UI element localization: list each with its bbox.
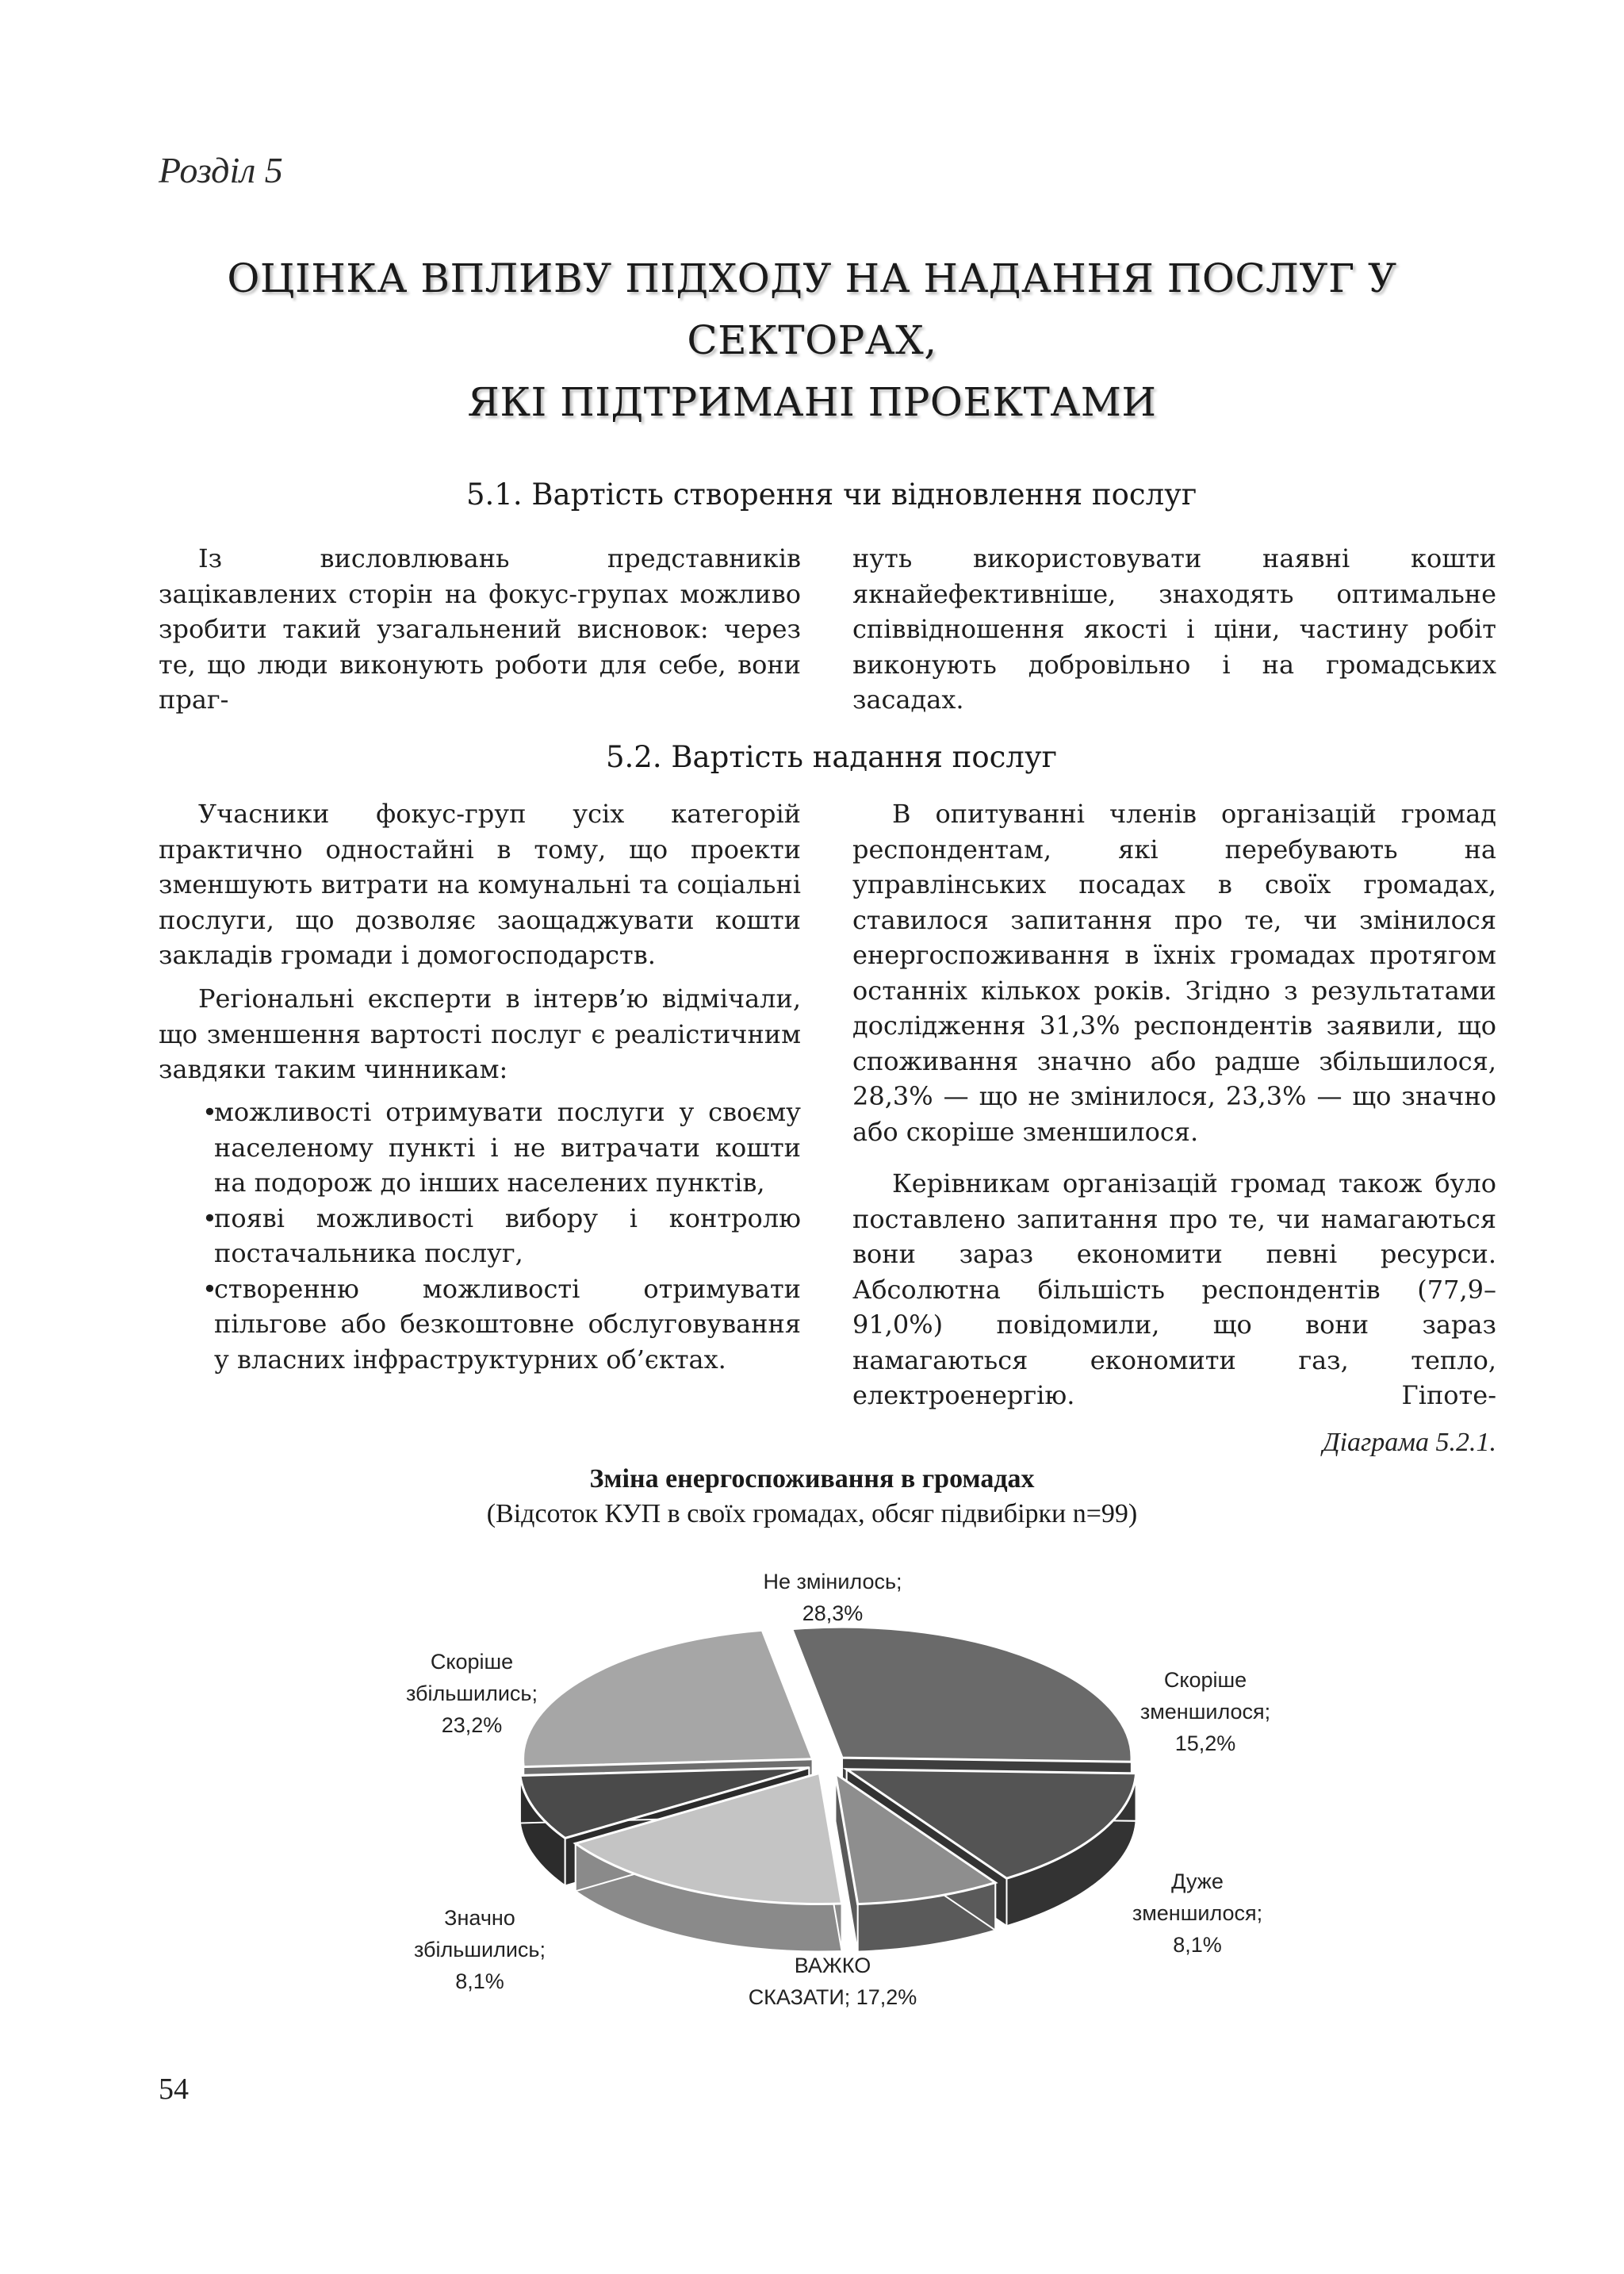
diagram-label: Діаграма 5.2.1.: [1322, 1428, 1496, 1457]
section-5-1-left-paragraph: Із висловлювань представників зацікавлених сторін на фокус-групах можливо зробити такий узагальнений висновок: через те, що люди виконують роботи для себе, вони праг-: [159, 543, 801, 715]
section-heading-5-1: 5.1. Вартість створення чи відновлення послуг: [466, 477, 1197, 512]
slice-label-not-changed: Не змінилось; 28,3%: [763, 1570, 902, 1625]
list-item: • появі можливості вибору і контролю постачальника послуг,: [159, 1201, 801, 1271]
chart-subtitle: (Відсоток КУП в своїх громадах, обсяг підвибірки n=99): [486, 1499, 1138, 1528]
chart-title: Зміна енергоспоживання в громадах: [589, 1464, 1035, 1494]
slice-label-rather-decreased: Скоріше зменшилося; 15,2%: [1139, 1668, 1271, 1755]
bullet-icon: •: [202, 1097, 217, 1127]
section-5-2-right-paragraph-2: Керівникам організацій громад також було поставлено запитання про те, чи намагаються вони зараз економити певні ресурси. Абсолютна більшість респондентів (77,9–91,0%) повідомили, що вони зараз намагаються економити газ, тепло, електроенергію. Гіпоте-: [852, 1168, 1496, 1410]
slice-label-rather-increased: Скоріше збільшились; 23,2%: [405, 1650, 538, 1737]
page-title-line-2: ЯКІ ПІДТРИМАНІ ПРОЕКТАМИ: [467, 379, 1157, 425]
section-5-2-left-paragraph-1: Учасники фокус-груп усіх категорій практично одностайні в тому, що проекти зменшують витрати на комунальні та соціальні послуги, що дозволяє заощаджувати кошти закладів громади і домогосподарств.: [159, 799, 801, 970]
section-5-2-right-paragraph-1: В опитуванні членів організацій громад респондентам, які перебувають на управлінських посадах в своїх громадах, ставилося запитання про те, чи змінилося енергоспоживання в їхніх громадах протягом останніх кількох років. Згідно з результатами дослідження 31,3% респондентів заявили, що споживання значно або радше збільшилося, 28,3% — що не змінилося, 23,3% — що значно або скоріше зменшилося.: [852, 799, 1496, 1147]
section-heading-5-2: 5.2. Вартість надання послуг: [606, 740, 1058, 774]
list-item: • можливості отримувати послуги у своєму населеному пункті і не витрачати кошти на подорож до інших населених пунктів,: [159, 1095, 801, 1201]
slice-label-greatly-decreased: Дуже зменшилося; 8,1%: [1132, 1869, 1263, 1957]
section-5-2-left-paragraph-2: Регіональні експерти в інтерв’ю відмічали, що зменшення вартості послуг є реалістичним завдяки таким чинникам:: [159, 984, 801, 1084]
section-label: Розділ 5: [159, 150, 283, 190]
pie-slice: [792, 1627, 1132, 1762]
page-title-line-1: ОЦІНКА ВПЛИВУ ПІДХОДУ НА НАДАННЯ ПОСЛУГ У СЕКТОРАХ,: [227, 255, 1397, 363]
page-number: 54: [159, 2073, 189, 2106]
bullet-icon: •: [202, 1273, 217, 1304]
list-item: • створенню можливості отримувати пільгове або безкоштовне обслуговування у власних інфраструктурних об’єктах.: [159, 1271, 801, 1378]
slice-label-greatly-increased: Значно збільшились; 8,1%: [413, 1906, 546, 1993]
section-5-1-right-paragraph: нуть використовувати наявні кошти якнайефективніше, знаходять оптимальне співвідношення якості і ціни, частину робіт виконують добровільно і на громадських засадах.: [852, 543, 1496, 715]
bullet-icon: •: [202, 1202, 217, 1233]
slice-label-hard-to-say: ВАЖКО СКАЗАТИ; 17,2%: [748, 1954, 917, 2009]
